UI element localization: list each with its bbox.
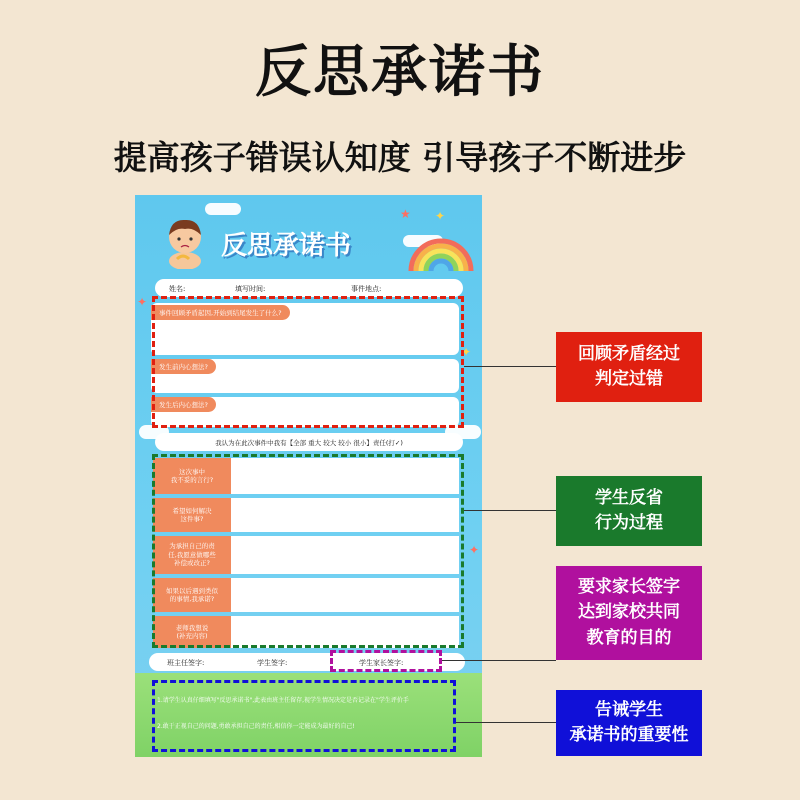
place-label: 事件地点: xyxy=(351,285,382,293)
star-icon: ✦ xyxy=(461,345,472,359)
sheet-title: 反思承诺书 xyxy=(221,231,352,261)
after-thought-label: 发生后内心想法? xyxy=(151,397,216,412)
solution-label: 希望如何解决 这件事? xyxy=(153,498,231,532)
event-review-label: 事件回顾矛盾起因,开始到结尾发生了什么? xyxy=(151,305,290,320)
compensation-label: 为承担自己的责 任,我愿意做哪些 补偿或改正? xyxy=(153,536,231,574)
note-1: 1.请学生认真仔细填写"反思承诺书",此表由班主任留存,视学生情况决定是否记录在"学生评价手 xyxy=(157,697,409,704)
connector-line xyxy=(464,510,556,511)
thinking-kid-icon xyxy=(163,217,207,269)
rainbow-icon xyxy=(406,221,476,271)
highlight-parent-sign xyxy=(330,650,442,672)
star-icon: ★ xyxy=(400,207,411,221)
responsibility-row[interactable]: 我认为在此次事件中我有【全部 重大 较大 较小 很小】责任(打✓) xyxy=(155,433,463,451)
info-row xyxy=(155,279,463,297)
note-2: 2.敢于正视自己的问题,勇敢承担自己的责任,相信你一定能成为最好的自己! xyxy=(157,723,355,730)
improper-behavior-label: 这次事中 我不妥的言行? xyxy=(153,458,231,494)
teacher-note-label: 老师我想说 (补充内容) xyxy=(153,616,231,648)
name-label: 姓名: xyxy=(169,285,186,293)
parent-sign-label[interactable]: 学生家长签字: xyxy=(359,659,404,667)
connector-line xyxy=(464,366,556,367)
star-icon: ✦ xyxy=(435,209,446,223)
cloud-decoration xyxy=(205,203,241,215)
promise-label: 如果以后遇到类似 的事情,我承诺? xyxy=(153,578,231,612)
callout-importance: 告诫学生 承诺书的重要性 xyxy=(556,690,702,756)
callout-review: 回顾矛盾经过 判定过错 xyxy=(556,332,702,402)
student-sign-label[interactable]: 学生签字: xyxy=(257,659,288,667)
callout-parent: 要求家长签字 达到家校共同 教育的目的 xyxy=(556,566,702,660)
highlight-notes xyxy=(152,680,456,752)
star-icon: ✦ xyxy=(469,543,480,557)
highlight-review xyxy=(152,296,464,428)
time-label: 填写时间: xyxy=(235,285,266,293)
highlight-reflect xyxy=(152,454,464,648)
before-thought-label: 发生前内心想法? xyxy=(151,359,216,374)
connector-line xyxy=(456,722,556,723)
teacher-sign-label[interactable]: 班主任签字: xyxy=(167,659,205,667)
callout-reflect: 学生反省 行为过程 xyxy=(556,476,702,546)
sub-title: 提高孩子错误认知度 引导孩子不断进步 xyxy=(113,138,687,177)
star-icon: ✦ xyxy=(137,295,148,309)
main-title: 反思承诺书 xyxy=(255,40,545,105)
connector-line xyxy=(442,660,556,661)
